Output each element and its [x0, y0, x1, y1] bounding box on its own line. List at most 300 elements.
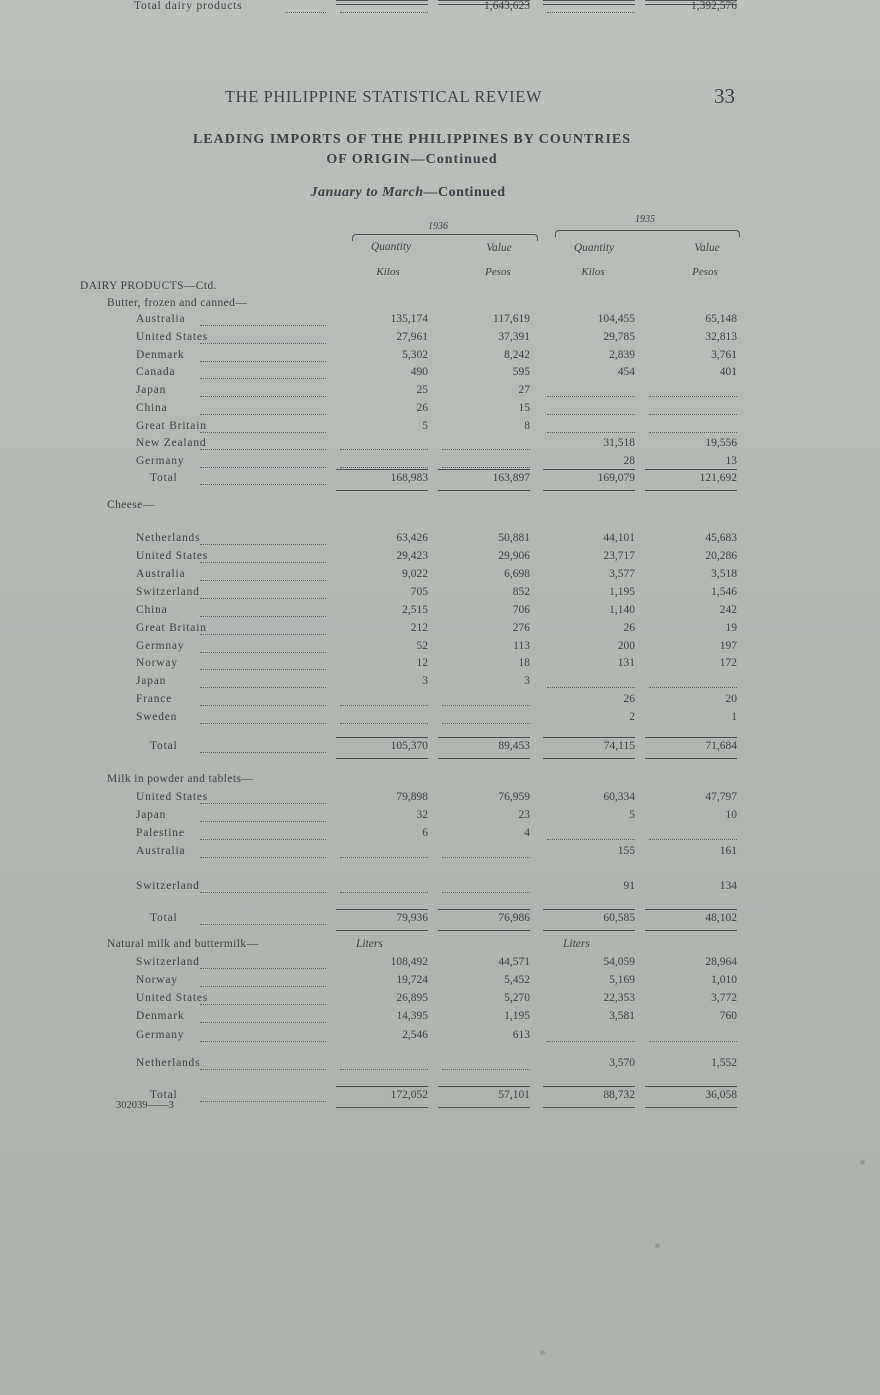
cell-value: 2: [629, 711, 635, 723]
table-row: [0, 586, 880, 604]
cell-value: 104,455: [597, 313, 635, 325]
cell-value: 1,643,623: [484, 0, 530, 12]
total-rule-above: [645, 909, 737, 910]
cell-value: 65,148: [705, 313, 737, 325]
total-rule-below: [645, 930, 737, 931]
dot-leader: [200, 821, 326, 822]
cell-value: 168,983: [390, 472, 428, 484]
dot-leader: [200, 705, 326, 706]
cell-value: 32: [416, 809, 428, 821]
total-rule-above: [438, 1086, 530, 1087]
cell-value: 31,518: [603, 437, 635, 449]
table-row: [0, 550, 880, 568]
total-rule-below: [543, 0, 635, 5]
row-label: Japan: [136, 384, 167, 396]
cell-value: 74,115: [603, 740, 635, 752]
table-row: [0, 622, 880, 640]
row-label: DAIRY PRODUCTS—Ctd.: [80, 280, 217, 292]
empty-cell-leader: [340, 723, 428, 724]
cell-value: 36,058: [705, 1089, 737, 1101]
row-label: Total: [150, 740, 178, 752]
cell-value: 27,961: [396, 331, 428, 343]
table-title-line-1: LEADING IMPORTS OF THE PHILIPPINES BY COUNTRIES: [192, 132, 632, 147]
section-row: [0, 280, 880, 298]
cell-value: 1,010: [711, 974, 737, 986]
total-rule-below: [438, 930, 530, 931]
empty-cell-leader: [340, 467, 428, 468]
dot-leader: [200, 669, 326, 670]
cell-value: 76,986: [498, 912, 530, 924]
cell-value: 8: [524, 420, 530, 432]
total-rule-below: [543, 758, 635, 759]
cell-value: 134: [719, 880, 737, 892]
dot-leader: [200, 634, 326, 635]
row-label: Netherlands: [136, 1057, 201, 1069]
paper-spot: [540, 1350, 545, 1355]
row-label: Switzerland: [136, 956, 200, 968]
empty-cell-leader: [340, 1069, 428, 1070]
cell-value: 1,552: [711, 1057, 737, 1069]
dot-leader: [200, 803, 326, 804]
empty-cell-leader: [340, 892, 428, 893]
dot-leader: [200, 752, 326, 753]
cell-value: 200: [617, 640, 635, 652]
cell-value: 57,101: [498, 1089, 530, 1101]
row-label: Australia: [136, 313, 186, 325]
group-row: [0, 938, 880, 956]
total-rule-below: [336, 758, 428, 759]
row-label: Norway: [136, 657, 178, 669]
cell-value: 18: [518, 657, 530, 669]
cell-value: 29,906: [498, 550, 530, 562]
cell-value: 3,581: [609, 1010, 635, 1022]
total-rule-below: [645, 0, 737, 5]
cell-value: 4: [524, 827, 530, 839]
table-row: [0, 809, 880, 827]
cell-value: 5,169: [609, 974, 635, 986]
total-rule-below: [438, 0, 530, 5]
cell-value: 8,242: [504, 349, 530, 361]
table-row: [0, 1010, 880, 1028]
cell-value: 3: [524, 675, 530, 687]
dot-leader: [200, 325, 326, 326]
empty-cell-leader: [340, 705, 428, 706]
table-row: [0, 711, 880, 729]
total-rule-below: [645, 758, 737, 759]
cell-value: 28: [623, 455, 635, 467]
empty-cell-leader: [649, 839, 737, 840]
total-rule-below: [336, 930, 428, 931]
cell-value: 76,959: [498, 791, 530, 803]
table-row: [0, 992, 880, 1010]
row-label: China: [136, 402, 168, 414]
row-label: Australia: [136, 845, 186, 857]
table-row: [0, 366, 880, 384]
row-label: Australia: [136, 568, 186, 580]
cell-value: 29,785: [603, 331, 635, 343]
cell-value: 29,423: [396, 550, 428, 562]
row-label: Cheese—: [107, 499, 155, 511]
table-row: [0, 827, 880, 845]
empty-cell-leader: [649, 414, 737, 415]
row-label: Denmark: [136, 349, 185, 361]
cell-value: 490: [410, 366, 428, 378]
cell-value: 2,546: [402, 1029, 428, 1041]
row-label: Switzerland: [136, 586, 200, 598]
cell-value: 161: [719, 845, 737, 857]
cell-value: 172,052: [390, 1089, 428, 1101]
cell-value: 32,813: [705, 331, 737, 343]
empty-cell-leader: [547, 839, 635, 840]
cell-value: 5,270: [504, 992, 530, 1004]
dot-leader: [200, 839, 326, 840]
col-quantity-1935: Quantity: [573, 242, 615, 254]
cell-value: 172: [719, 657, 737, 669]
table-row: [0, 420, 880, 438]
unit-pesos-1935: Pesos: [692, 266, 718, 278]
cell-value: 595: [512, 366, 530, 378]
row-label: Milk in powder and tablets—: [107, 773, 254, 785]
total-rule-above: [336, 1086, 428, 1087]
dot-leader: [200, 378, 326, 379]
dot-leader: [200, 1041, 326, 1042]
cell-value: 3,570: [609, 1057, 635, 1069]
table-row: [0, 880, 880, 898]
total-rule-below: [543, 490, 635, 491]
table-row: [0, 974, 880, 992]
empty-cell-leader: [442, 892, 530, 893]
cell-value: 613: [512, 1029, 530, 1041]
table-row: [0, 568, 880, 586]
table-row: [0, 675, 880, 693]
cell-value: 19: [725, 622, 737, 634]
col-value-1936: Value: [486, 242, 512, 254]
table-row: [0, 640, 880, 658]
cell-value: 19,724: [396, 974, 428, 986]
row-label: Japan: [136, 675, 167, 687]
cell-value: 60,334: [603, 791, 635, 803]
empty-cell-leader: [442, 1069, 530, 1070]
total-rule-below: [336, 1107, 428, 1108]
cell-value: 1,140: [609, 604, 635, 616]
row-label: United States: [136, 791, 209, 803]
table-row: [0, 791, 880, 809]
dot-leader: [200, 892, 326, 893]
table-row: [0, 331, 880, 349]
cell-value: 155: [617, 845, 635, 857]
total-rule-above: [438, 909, 530, 910]
unit-kilos-1935: Kilos: [581, 266, 605, 278]
row-label: Norway: [136, 974, 178, 986]
dot-leader: [200, 723, 326, 724]
unit-label: Liters: [563, 938, 590, 950]
dot-leader: [200, 484, 326, 485]
empty-cell-leader: [442, 449, 530, 450]
row-label: Germnay: [136, 640, 185, 652]
cell-value: 54,059: [603, 956, 635, 968]
cell-value: 5: [422, 420, 428, 432]
total-rule-below: [645, 490, 737, 491]
empty-cell-leader: [649, 687, 737, 688]
cell-value: 91: [623, 880, 635, 892]
row-label: Germany: [136, 1029, 185, 1041]
dot-leader: [200, 562, 326, 563]
footer-code: 302039——3: [116, 1100, 174, 1111]
table-row: [0, 956, 880, 974]
page-number: 33: [714, 84, 735, 108]
cell-value: 3,772: [711, 992, 737, 1004]
cell-value: 20,286: [705, 550, 737, 562]
total-rule-below: [336, 490, 428, 491]
dot-leader: [200, 1069, 326, 1070]
row-label: Denmark: [136, 1010, 185, 1022]
cell-value: 242: [719, 604, 737, 616]
row-label: China: [136, 604, 168, 616]
cell-value: 454: [617, 366, 635, 378]
row-label: Total: [150, 912, 178, 924]
table-subtitle: [0, 185, 816, 201]
cell-value: 105,370: [390, 740, 428, 752]
dot-leader: [200, 687, 326, 688]
cell-value: 14,395: [396, 1010, 428, 1022]
cell-value: 37,391: [498, 331, 530, 343]
table-row: [0, 532, 880, 550]
total-rule-above: [543, 737, 635, 738]
row-label: France: [136, 693, 173, 705]
row-label: Canada: [136, 366, 176, 378]
total-rule-above: [336, 469, 428, 470]
group-row: [0, 499, 880, 517]
dot-leader: [285, 12, 326, 13]
row-label: United States: [136, 550, 209, 562]
cell-value: 9,022: [402, 568, 428, 580]
cell-value: 15: [518, 402, 530, 414]
cell-value: 197: [719, 640, 737, 652]
table-row: [0, 437, 880, 455]
dot-leader: [200, 1022, 326, 1023]
row-label: Japan: [136, 809, 167, 821]
dot-leader: [200, 580, 326, 581]
page-header: [0, 84, 880, 112]
row-label: Natural milk and buttermilk—: [107, 938, 259, 950]
cell-value: 6: [422, 827, 428, 839]
cell-value: 22,353: [603, 992, 635, 1004]
table-row: [0, 845, 880, 863]
cell-value: 45,683: [705, 532, 737, 544]
unit-label: Liters: [356, 938, 383, 950]
total-row: [0, 740, 880, 758]
total-rule-above: [438, 469, 530, 470]
total-rule-below: [543, 930, 635, 931]
row-label: United States: [136, 331, 209, 343]
empty-cell-leader: [547, 414, 635, 415]
empty-cell-leader: [442, 857, 530, 858]
table-row: [0, 604, 880, 622]
cell-value: 117,619: [493, 313, 530, 325]
dot-leader: [200, 361, 326, 362]
cell-value: 26: [623, 693, 635, 705]
table-row: [0, 1057, 880, 1075]
total-rule-above: [543, 909, 635, 910]
cell-value: 163,897: [492, 472, 530, 484]
col-quantity-1936: Quantity: [370, 241, 412, 253]
cell-value: 20: [725, 693, 737, 705]
cell-value: 108,492: [390, 956, 428, 968]
row-label: Sweden: [136, 711, 178, 723]
total-rule-above: [645, 469, 737, 470]
total-rule-below: [438, 758, 530, 759]
total-rule-above: [336, 737, 428, 738]
empty-cell-leader: [442, 467, 530, 468]
total-row: [0, 912, 880, 930]
dot-leader: [200, 414, 326, 415]
row-label: United States: [136, 992, 209, 1004]
table-row: [0, 1029, 880, 1047]
cell-value: 19,556: [705, 437, 737, 449]
dot-leader: [200, 986, 326, 987]
cell-value: 2,515: [402, 604, 428, 616]
cell-value: 1,195: [504, 1010, 530, 1022]
paper-spot: [655, 1243, 660, 1248]
col-value-1935: Value: [694, 242, 720, 254]
table-row: [0, 349, 880, 367]
cell-value: 2,839: [609, 349, 635, 361]
cell-value: 276: [512, 622, 530, 634]
empty-cell-leader: [442, 705, 530, 706]
year-1936-brace: [352, 234, 538, 241]
cell-value: 1: [731, 711, 737, 723]
cell-value: 5,302: [402, 349, 428, 361]
empty-cell-leader: [547, 12, 635, 13]
cell-value: 760: [719, 1010, 737, 1022]
cell-value: 88,732: [603, 1089, 635, 1101]
cell-value: 10: [725, 809, 737, 821]
dot-leader: [200, 432, 326, 433]
empty-cell-leader: [547, 687, 635, 688]
cell-value: 113: [513, 640, 530, 652]
cell-value: 13: [725, 455, 737, 467]
cell-value: 50,881: [498, 532, 530, 544]
total-rule-above: [645, 737, 737, 738]
row-label: Total: [150, 472, 178, 484]
dot-leader: [200, 1004, 326, 1005]
cell-value: 44,571: [498, 956, 530, 968]
cell-value: 705: [410, 586, 428, 598]
cell-value: 26,895: [396, 992, 428, 1004]
empty-cell-leader: [442, 723, 530, 724]
cell-value: 63,426: [396, 532, 428, 544]
cell-value: 3: [422, 675, 428, 687]
row-label: Germany: [136, 455, 185, 467]
cell-value: 6,698: [504, 568, 530, 580]
dot-leader: [200, 924, 326, 925]
dot-leader: [200, 1101, 326, 1102]
cell-value: 401: [719, 366, 737, 378]
empty-cell-leader: [547, 432, 635, 433]
cell-value: 706: [512, 604, 530, 616]
dot-leader: [200, 857, 326, 858]
empty-cell-leader: [340, 449, 428, 450]
paper-spot: [860, 1160, 865, 1165]
dot-leader: [200, 396, 326, 397]
total-rule-above: [336, 909, 428, 910]
total-rule-above: [438, 737, 530, 738]
empty-cell-leader: [649, 396, 737, 397]
subtitle-period: January to March: [310, 185, 424, 200]
year-1935-brace: [555, 230, 740, 237]
dot-leader: [200, 652, 326, 653]
cell-value: 3,518: [711, 568, 737, 580]
row-label: Netherlands: [136, 532, 201, 544]
row-label: Switzerland: [136, 880, 200, 892]
group-row: [0, 297, 880, 315]
table-title-line-2: OF ORIGIN—Continued: [326, 152, 498, 167]
table-row: [0, 657, 880, 675]
empty-cell-leader: [340, 857, 428, 858]
empty-cell-leader: [649, 1041, 737, 1042]
table-row: [0, 384, 880, 402]
cell-value: 1,546: [711, 586, 737, 598]
cell-value: 23: [518, 809, 530, 821]
table-row: [0, 693, 880, 711]
empty-cell-leader: [649, 432, 737, 433]
cell-value: 79,898: [396, 791, 428, 803]
row-label: Great Britain: [136, 420, 207, 432]
cell-value: 169,079: [597, 472, 635, 484]
total-row: [0, 472, 880, 490]
total-rule-below: [438, 1107, 530, 1108]
total-rule-below: [645, 1107, 737, 1108]
table-row: [0, 402, 880, 420]
dot-leader: [200, 343, 326, 344]
cell-value: 5,452: [504, 974, 530, 986]
cell-value: 25: [416, 384, 428, 396]
cell-value: 44,101: [603, 532, 635, 544]
unit-kilos-1936: Kilos: [376, 266, 400, 278]
year-1935: 1935: [635, 214, 655, 225]
cell-value: 5: [629, 809, 635, 821]
cell-value: 23,717: [603, 550, 635, 562]
dot-leader: [200, 616, 326, 617]
row-label: Butter, frozen and canned—: [107, 297, 248, 309]
cell-value: 212: [410, 622, 428, 634]
cell-value: 3,577: [609, 568, 635, 580]
total-rule-above: [645, 1086, 737, 1087]
cell-value: 135,174: [390, 313, 428, 325]
dot-leader: [200, 544, 326, 545]
total-rule-above: [543, 1086, 635, 1087]
dot-leader: [200, 467, 326, 468]
cell-value: 26: [416, 402, 428, 414]
row-label: Palestine: [136, 827, 185, 839]
cell-value: 121,692: [699, 472, 737, 484]
empty-cell-leader: [547, 396, 635, 397]
cell-value: 1,195: [609, 586, 635, 598]
table-title: [0, 130, 822, 170]
cell-value: 3,761: [711, 349, 737, 361]
cell-value: 48,102: [705, 912, 737, 924]
row-label: Total dairy products: [134, 0, 243, 12]
empty-cell-leader: [547, 1041, 635, 1042]
cell-value: 71,684: [705, 740, 737, 752]
group-row: [0, 773, 880, 791]
row-label: Great Britain: [136, 622, 207, 634]
subtitle-suffix: —Continued: [423, 185, 506, 200]
total-rule-below: [336, 0, 428, 5]
total-rule-below: [438, 490, 530, 491]
cell-value: 12: [416, 657, 428, 669]
running-title: THE PHILIPPINE STATISTICAL REVIEW: [225, 87, 543, 106]
